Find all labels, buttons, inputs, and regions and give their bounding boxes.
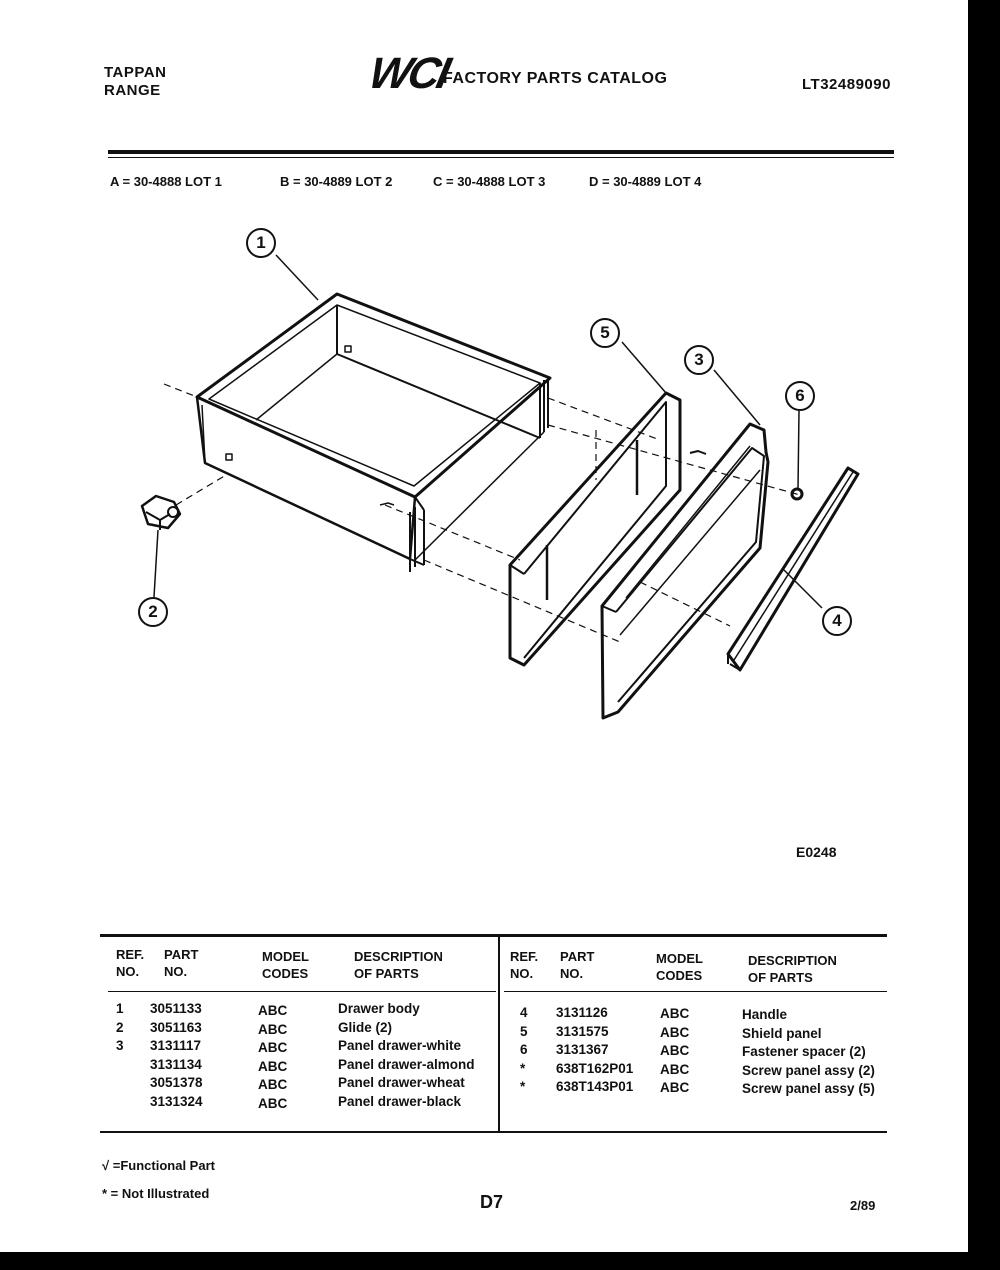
glide-part [142, 496, 180, 530]
header-ref-no-left: REF. NO. [116, 947, 145, 979]
header-part-no-left: PART NO. [164, 947, 199, 979]
model-number: LT32489090 [802, 76, 891, 93]
table-cell: 3131126 [556, 1005, 608, 1020]
left-ref-column [116, 1000, 124, 1111]
date-code: 2/89 [850, 1198, 876, 1213]
header-description-right: DESCRIPTION OF PARTS [748, 953, 837, 985]
table-cell: 4 [520, 1005, 528, 1020]
left-part-column [150, 1000, 203, 1111]
left-description-column [338, 1000, 475, 1111]
callout-1: 1 [246, 228, 276, 258]
table-cell: ABC [258, 1003, 288, 1018]
callout-3: 3 [684, 345, 714, 375]
table-cell: ABC [660, 1024, 690, 1040]
table-cell: ABC [258, 1058, 288, 1074]
right-description-column [742, 1006, 875, 1099]
header-description-left: DESCRIPTION OF PARTS [354, 949, 443, 981]
table-cell: Screw panel assy (5) [742, 1081, 875, 1096]
table-cell: 3131324 [150, 1093, 203, 1109]
table-cell: * [520, 1060, 526, 1076]
table-cell: Panel drawer-almond [338, 1056, 475, 1072]
table-cell: 3131575 [556, 1023, 609, 1039]
table-cell: * [520, 1079, 526, 1094]
table-top-rule [100, 934, 887, 937]
table-cell: 638T162P01 [556, 1060, 634, 1076]
table-cell: Screw panel assy (2) [742, 1062, 875, 1078]
lot-d: D = 30-4889 LOT 4 [589, 174, 702, 189]
figure-code: E0248 [796, 844, 837, 860]
right-ref-column [520, 1004, 528, 1097]
table-cell [116, 1056, 124, 1075]
table-cell: ABC [258, 1040, 288, 1055]
callout-2: 2 [138, 597, 168, 627]
table-bottom-rule [100, 1131, 887, 1133]
table-cell [116, 1093, 124, 1112]
table-cell: ABC [660, 1043, 690, 1058]
table-cell: ABC [660, 1061, 690, 1077]
page-code: D7 [480, 1192, 504, 1212]
callout-4: 4 [822, 606, 852, 636]
lot-a: A = 30-4888 LOT 1 [110, 174, 222, 189]
table-cell: 3131117 [150, 1038, 202, 1053]
table-cell: ABC [258, 1077, 288, 1092]
table-cell: Shield panel [742, 1025, 822, 1041]
table-cell: 5 [520, 1023, 528, 1039]
catalog-title: FACTORY PARTS CATALOG [443, 70, 668, 87]
table-cell: 6 [520, 1042, 528, 1057]
table-cell: 3131367 [556, 1042, 609, 1057]
callout-5: 5 [590, 318, 620, 348]
table-cell: Handle [742, 1007, 788, 1022]
header-model-codes-right: MODEL CODES [656, 951, 703, 983]
header-ref-no-right: REF. NO. [510, 949, 539, 981]
table-cell: 3051378 [150, 1075, 203, 1090]
product-type: RANGE [104, 82, 161, 99]
table-cell: ABC [258, 1021, 288, 1037]
right-part-column [556, 1004, 633, 1097]
table-cell: ABC [660, 1006, 690, 1021]
header-part-no-right: PART NO. [560, 949, 595, 981]
header-underline-left [108, 991, 496, 992]
table-cell: 3051133 [150, 1001, 202, 1016]
table-cell: Panel drawer-black [338, 1093, 462, 1109]
left-model-column [258, 1002, 287, 1113]
table-cell: 3 [116, 1038, 124, 1053]
wci-logo: WCI [364, 49, 452, 98]
header-model-codes-left: MODEL CODES [262, 949, 309, 981]
header-underline-right [504, 991, 887, 992]
table-cell: 2 [116, 1019, 124, 1035]
table-cell: Glide (2) [338, 1019, 393, 1035]
table-cell: ABC [258, 1095, 288, 1111]
table-cell: ABC [660, 1080, 690, 1095]
drawer-body-part [197, 294, 550, 572]
table-cell: 1 [116, 1001, 124, 1016]
brand-name: TAPPAN [104, 64, 167, 81]
table-cell: Panel drawer-wheat [338, 1075, 465, 1090]
callout-6: 6 [785, 381, 815, 411]
right-model-column [660, 1005, 689, 1098]
lot-c: C = 30-4888 LOT 3 [433, 174, 546, 189]
not-illustrated-note: * = Not Illustrated [102, 1186, 210, 1201]
lot-b: B = 30-4889 LOT 2 [280, 174, 393, 189]
table-cell: 3051163 [150, 1019, 202, 1035]
table-cell: 638T143P01 [556, 1079, 634, 1094]
table-cell: Fastener spacer (2) [742, 1044, 866, 1059]
table-divider [498, 934, 500, 1133]
table-cell [116, 1074, 124, 1093]
table-cell: Panel drawer-white [338, 1038, 462, 1053]
table-cell: Drawer body [338, 1001, 420, 1016]
table-cell: 3131134 [150, 1056, 202, 1072]
functional-part-note: √ =Functional Part [102, 1158, 215, 1173]
